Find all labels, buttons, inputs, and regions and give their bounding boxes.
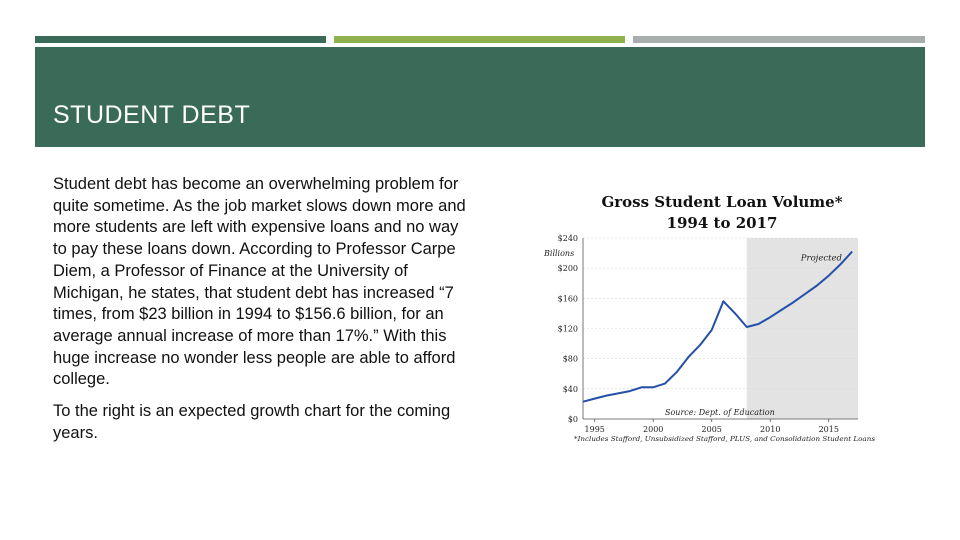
y-tick-label: $80 (562, 354, 578, 364)
x-tick-label: 2015 (818, 425, 839, 434)
x-tick-label: 2000 (643, 425, 664, 434)
y-tick-label: $200 (557, 264, 578, 274)
y-tick-label: $120 (557, 324, 578, 334)
y-tick-label: $0 (567, 415, 578, 424)
y-tick-label: $40 (562, 384, 578, 394)
accent-stripe-green (35, 36, 326, 43)
chart-title: Gross Student Loan Volume* (601, 193, 843, 211)
paragraph-1: Student debt has become an overwhelming problem for quite sometime. As the job market slows down more and more students are left with expensive loans and no way to pay these loans down. According to Professor Carpe Diem, a Professor of Finance at the University of Michigan, he states, that student debt has increased “7 times, from $23 billion in 1994 to $156.6 billion, for an average annual increase of more than 17%.” With this huge increase no wonder less people are able to afford college. (53, 175, 466, 389)
y-tick-label: $240 (557, 234, 578, 243)
paragraph-2: To the right is an expected growth chart for the coming years. (53, 402, 451, 442)
y-tick-label: $160 (557, 294, 578, 304)
slide-title: STUDENT DEBT (53, 101, 251, 129)
y-axis-label: Billions (544, 249, 575, 259)
accent-stripe-lime (334, 36, 625, 43)
projected-label: Projected (800, 253, 842, 264)
x-tick-label: 2010 (760, 425, 781, 434)
loan-volume-chart (540, 182, 885, 452)
title-banner (35, 47, 925, 147)
footnote: *Includes Stafford, Unsubsidized Stafford, PLUS, and Consolidation Student Loans (574, 435, 876, 443)
source-note: Source: Dept. of Education (665, 408, 775, 417)
x-tick-label: 1995 (584, 425, 605, 434)
accent-stripe-gray (633, 36, 925, 43)
body-text (53, 174, 468, 454)
plot-area (543, 234, 876, 443)
chart-subtitle: 1994 to 2017 (666, 214, 778, 232)
x-tick-label: 2005 (701, 425, 722, 434)
